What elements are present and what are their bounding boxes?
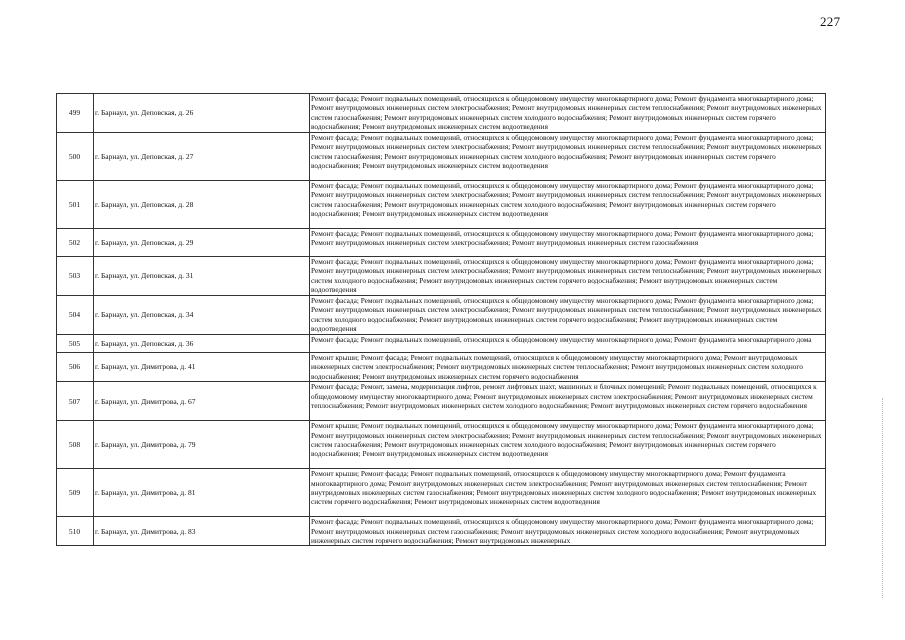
table-row	[57, 257, 826, 296]
table-row	[57, 296, 826, 335]
table-row	[57, 469, 826, 517]
row-address: г. Барнаул, ул. Димитрова, д. 79	[94, 421, 310, 469]
row-address: г. Барнаул, ул. Деповская, д. 34	[94, 296, 310, 335]
row-number: 507	[57, 382, 94, 421]
row-number: 502	[57, 229, 94, 257]
table-row	[57, 517, 826, 546]
row-number: 509	[57, 469, 94, 517]
table-row	[57, 229, 826, 257]
row-works: Ремонт крыши; Ремонт подвальных помещений, относящихся к общедомовому имуществу многоквартирного дома; Ремонт фундамента многоквартирного дома; Ремонт внутридомовых инженерных систем электроснабжения; Ремонт внутридомовых инженерных систем теплоснабжения; Ремонт внутридомовых инженерных систем газоснабжения; Ремонт внутридомовых инженерных систем холодного водоснабжения; Ремонт внутридомовых инженерных систем горячего водоснабжения; Ремонт внутридомовых инженерных систем водоотведения	[310, 421, 826, 469]
row-address: г. Барнаул, ул. Деповская, д. 26	[94, 94, 310, 133]
row-works: Ремонт фасада; Ремонт подвальных помещений, относящихся к общедомовому имуществу многоквартирного дома; Ремонт фундамента многоквартирного дома; Ремонт внутридомовых инженерных систем электроснабжения; Ремонт внутридомовых инженерных систем газоснабжения	[310, 229, 826, 257]
row-address: г. Барнаул, ул. Деповская, д. 27	[94, 133, 310, 181]
row-address: г. Барнаул, ул. Димитрова, д. 81	[94, 469, 310, 517]
row-works: Ремонт фасада; Ремонт подвальных помещений, относящихся к общедомовому имуществу многоквартирного дома; Ремонт фундамента многоквартирного дома; Ремонт внутридомовых инженерных систем газоснабжения; Ремонт внутридомовых инженерных систем холодного водоснабжения; Ремонт внутридомовых инженерных систем горячего водоснабжения; Ремонт внутридомовых инженерных	[310, 517, 826, 546]
table-row	[57, 133, 826, 181]
row-address: г. Барнаул, ул. Деповская, д. 29	[94, 229, 310, 257]
row-number: 499	[57, 94, 94, 133]
row-works: Ремонт фасада; Ремонт подвальных помещений, относящихся к общедомовому имуществу многоквартирного дома; Ремонт фундамента многоквартирного дома; Ремонт внутридомовых инженерных систем электроснабжения; Ремонт внутридомовых инженерных систем теплоснабжения; Ремонт внутридомовых инженерных систем холодного водоснабжения; Ремонт внутридомовых инженерных систем горячего водоснабжения; Ремонт внутридомовых инженерных систем водоотведения	[310, 296, 826, 335]
page-number: 227	[820, 14, 841, 29]
row-address: г. Барнаул, ул. Деповская, д. 31	[94, 257, 310, 296]
row-address: г. Барнаул, ул. Димитрова, д. 83	[94, 517, 310, 546]
row-works: Ремонт фасада; Ремонт подвальных помещений, относящихся к общедомовому имуществу многоквартирного дома; Ремонт фундамента многоквартирного дома	[310, 335, 826, 353]
row-address: г. Барнаул, ул. Димитрова, д. 41	[94, 353, 310, 382]
row-number: 504	[57, 296, 94, 335]
row-address: г. Барнаул, ул. Деповская, д. 36	[94, 335, 310, 353]
house-repair-table	[56, 93, 826, 546]
row-number: 503	[57, 257, 94, 296]
row-works: Ремонт фасада; Ремонт, замена, модернизация лифтов, ремонт лифтовых шахт, машинных и блочных помещений; Ремонт подвальных помещений, относящихся к общедомовому имуществу многоквартирного дома; Ремонт внутридомовых инженерных систем электроснабжения; Ремонт внутридомовых инженерных систем теплоснабжения; Ремонт внутридомовых инженерных систем холодного водоснабжения; Ремонт внутридомовых инженерных систем горячего водоснабжения	[310, 382, 826, 421]
row-works: Ремонт фасада; Ремонт подвальных помещений, относящихся к общедомовому имуществу многоквартирного дома; Ремонт фундамента многоквартирного дома; Ремонт внутридомовых инженерных систем электроснабжения; Ремонт внутридомовых инженерных систем теплоснабжения; Ремонт внутридомовых инженерных систем газоснабжения; Ремонт внутридомовых инженерных систем холодного водоснабжения; Ремонт внутридомовых инженерных систем горячего водоснабжения; Ремонт внутридомовых инженерных систем водоотведения	[310, 94, 826, 133]
row-works: Ремонт фасада; Ремонт подвальных помещений, относящихся к общедомовому имуществу многоквартирного дома; Ремонт фундамента многоквартирного дома; Ремонт внутридомовых инженерных систем электроснабжения; Ремонт внутридомовых инженерных систем теплоснабжения; Ремонт внутридомовых инженерных систем газоснабжения; Ремонт внутридомовых инженерных систем холодного водоснабжения; Ремонт внутридомовых инженерных систем горячего водоснабжения; Ремонт внутридомовых инженерных систем водоотведения	[310, 133, 826, 181]
table-row	[57, 421, 826, 469]
table-row	[57, 353, 826, 382]
row-address: г. Барнаул, ул. Деповская, д. 28	[94, 181, 310, 229]
scan-artifact-dots	[882, 398, 885, 598]
table-row	[57, 335, 826, 353]
row-works: Ремонт крыши; Ремонт фасада; Ремонт подвальных помещений, относящихся к общедомовому имуществу многоквартирного дома; Ремонт фундамента многоквартирного дома; Ремонт внутридомовых инженерных систем электроснабжения; Ремонт внутридомовых инженерных систем теплоснабжения; Ремонт внутридомовых инженерных систем газоснабжения; Ремонт внутридомовых инженерных систем холодного водоснабжения; Ремонт внутридомовых инженерных систем горячего водоснабжения; Ремонт внутридомовых инженерных систем водоотведения	[310, 469, 826, 517]
row-works: Ремонт фасада; Ремонт подвальных помещений, относящихся к общедомовому имуществу многоквартирного дома; Ремонт фундамента многоквартирного дома; Ремонт внутридомовых инженерных систем электроснабжения; Ремонт внутридомовых инженерных систем теплоснабжения; Ремонт внутридомовых инженерных систем газоснабжения; Ремонт внутридомовых инженерных систем холодного водоснабжения; Ремонт внутридомовых инженерных систем горячего водоснабжения; Ремонт внутридомовых инженерных систем водоотведения	[310, 181, 826, 229]
row-number: 506	[57, 353, 94, 382]
row-works: Ремонт фасада; Ремонт подвальных помещений, относящихся к общедомовому имуществу многоквартирного дома; Ремонт фундамента многоквартирного дома; Ремонт внутридомовых инженерных систем электроснабжения; Ремонт внутридомовых инженерных систем теплоснабжения; Ремонт внутридомовых инженерных систем холодного водоснабжения; Ремонт внутридомовых инженерных систем горячего водоснабжения; Ремонт внутридомовых инженерных систем водоотведения	[310, 257, 826, 296]
row-number: 508	[57, 421, 94, 469]
row-number: 501	[57, 181, 94, 229]
table-row	[57, 94, 826, 133]
row-number: 500	[57, 133, 94, 181]
table-row	[57, 382, 826, 421]
row-number: 505	[57, 335, 94, 353]
row-number: 510	[57, 517, 94, 546]
row-works: Ремонт крыши; Ремонт фасада; Ремонт подвальных помещений, относящихся к общедомовому имуществу многоквартирного дома; Ремонт внутридомовых инженерных систем электроснабжения; Ремонт внутридомовых инженерных систем теплоснабжения; Ремонт внутридомовых инженерных систем холодного водоснабжения; Ремонт внутридомовых инженерных систем горячего водоснабжения	[310, 353, 826, 382]
row-address: г. Барнаул, ул. Димитрова, д. 67	[94, 382, 310, 421]
table-row	[57, 181, 826, 229]
